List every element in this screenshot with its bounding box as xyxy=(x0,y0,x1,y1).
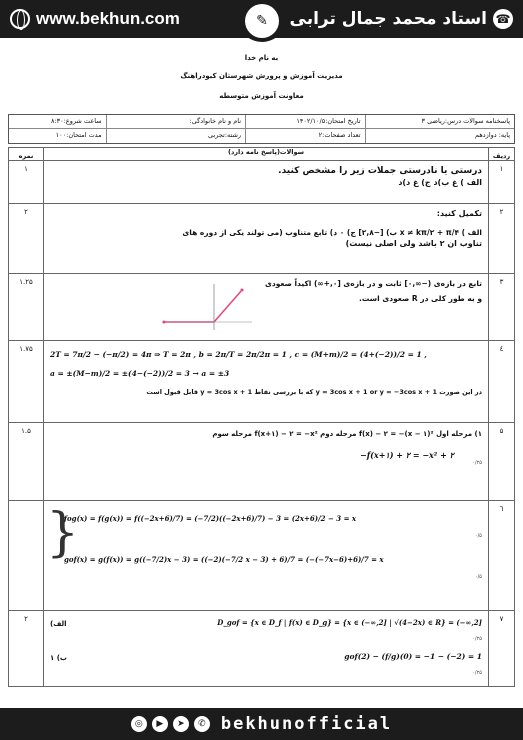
q7-domain: D_gof = {x ∈ D_f | f(x) ∈ D_g} = {x ∈ (−∞,2] | √(4−2x) ∈ R} = (−∞,2] xyxy=(217,618,482,627)
question-score xyxy=(9,501,44,611)
phone-icon: ☎ xyxy=(493,9,513,29)
question-number: ۵ xyxy=(489,423,515,501)
telegram-icon[interactable]: ➤ xyxy=(173,716,189,732)
q4-period-formula: 2T = 7π/2 − (−π/2) = 4π ⇒ T = 2π , b = 2π/T = 2π/2π = 1 , c = (M+m)/2 = (4+(−2))/2 = 1 , xyxy=(50,350,427,359)
youtube-icon[interactable]: ▶ xyxy=(152,716,168,732)
q7-score-note-1: ۰/۲۵ xyxy=(472,636,482,642)
q2-prompt: تکمیل کنید: xyxy=(436,209,482,218)
q6-score-note-1: ۰/۵ xyxy=(474,533,482,539)
q3-answer: تابع در بازه‌ی (−∞,۰] ثابت و در بازه‌ی [۰,+∞) اکیداً صعودی xyxy=(264,279,482,288)
question-row xyxy=(9,423,515,501)
instagram-icon[interactable]: ◎ xyxy=(131,716,147,732)
q1-answer: الف ) غ ب)د ج) غ د)د xyxy=(398,178,482,187)
globe-icon xyxy=(10,9,30,29)
meta-name: نام و نام خانوادگی: xyxy=(106,115,245,128)
col-title: سوالات(پاسخ نامه دارد) xyxy=(44,148,489,161)
question-number: ۱ xyxy=(489,161,515,204)
questions-table xyxy=(8,147,515,687)
question-number: ۳ xyxy=(489,274,515,341)
q4-amplitude-formula: a = ±(M−m)/2 = ±(4−(−2))/2 = 3 → a = ±3 xyxy=(50,369,230,378)
meta-field: رشته:تجربی xyxy=(106,129,245,143)
col-score: نمره xyxy=(9,148,44,161)
teacher-contact[interactable] xyxy=(290,9,514,29)
q7-score-note-2: ۰/۲۵ xyxy=(472,670,482,676)
meta-start: ساعت شروع:۸:۳۰ xyxy=(50,117,102,125)
meta-grade: پایه: دوازدهم xyxy=(365,129,514,143)
q4-conclusion: در این صورت y = 3cos x + 1 or y = −3cos x + 1 که با بررسی نقاط y = 3cos x + 1 قابل قبول است xyxy=(146,388,482,396)
logo-icon: ✎ xyxy=(245,4,279,38)
brand-handle[interactable]: bekhunofficial xyxy=(220,714,393,734)
q1-prompt: درستی یا نادرستی جملات زیر را مشخص کنید. xyxy=(278,166,482,176)
q6-fog: fog(x) = f(g(x)) = f((−2x+6)/7) = (−7/2)((−2x+6)/7) − 3 = (2x+6)/2 − 3 = x xyxy=(64,514,357,523)
question-row xyxy=(9,274,515,341)
q6-brace: { xyxy=(46,503,80,563)
site-link[interactable] xyxy=(10,9,180,29)
q3-graph xyxy=(162,282,252,332)
question-number: ۲ xyxy=(489,204,515,274)
site-url: www.bekhun.com xyxy=(36,9,180,28)
q7-value: gof(2) − (f/g)(0) = −1 − (−2) = 1 xyxy=(344,652,482,661)
q7-label-b: ب) ۱ xyxy=(50,654,67,662)
question-row xyxy=(9,341,515,423)
header-line-2: مدیریت آموزش و پرورش شهرستان کبودراهنگ xyxy=(180,72,343,80)
q2-answer-cont: تناوب ان ۲ باشد ولی اصلی نیست) xyxy=(345,239,482,248)
meta-subject: پاسخنامه سوالات درس:ریاضی ۳ xyxy=(365,115,514,128)
whatsapp-icon[interactable]: ✆ xyxy=(194,716,210,732)
question-number: ۷ xyxy=(489,611,515,687)
q5-steps: ۱) مرحله اول f(x) − ۲ = −(x − ۱)² مرحله دوم f(x+۱) − ۲ = −x² مرحله سوم xyxy=(212,430,482,438)
question-score: ۱.۲۵ xyxy=(9,274,44,341)
question-row xyxy=(9,161,515,204)
q6-score-note-2: ۰/۵ xyxy=(474,574,482,580)
teacher-name: استاد محمد جمال ترابی xyxy=(289,9,487,29)
question-row xyxy=(9,501,515,611)
bottom-bar xyxy=(0,708,523,740)
header-line-3: معاونت آموزش متوسطه xyxy=(219,92,304,100)
meta-date: تاریخ امتحان:۱۴۰۲/۱۰/۵ xyxy=(245,115,365,128)
question-score: ۱ xyxy=(9,161,44,204)
header-line-1: به نام خدا xyxy=(244,54,279,62)
question-score: ۲ xyxy=(9,204,44,274)
question-score: ۱.۵ xyxy=(9,423,44,501)
question-score: ۲ xyxy=(9,611,44,687)
exam-meta xyxy=(8,114,515,144)
answer-sheet xyxy=(8,44,515,704)
question-score: ۱.۷۵ xyxy=(9,341,44,423)
question-number: ٤ xyxy=(489,341,515,423)
q7-label-a: الف) xyxy=(50,620,67,628)
q3-answer-cont: و به طور کلی در R صعودی است. xyxy=(359,294,482,303)
q2-answer: الف ) x ≠ kπ/۲ + π/۴ ب) [−۲,۸] ج) ۰ د) تابع متناوب (می تولند یکی از دوره های xyxy=(182,228,482,237)
col-radif: ردیف xyxy=(489,148,515,161)
question-number: ٦ xyxy=(489,501,515,611)
question-row xyxy=(9,611,515,687)
q5-final: −f(x+۱) + ۲ = −x² + ۲ xyxy=(360,450,454,460)
q5-score-note: ۰/۲۵ xyxy=(472,460,482,466)
meta-pages: تعداد صفحات:۲ xyxy=(245,129,365,143)
meta-duration: مدت امتحان:۱۰۰ xyxy=(55,131,102,139)
question-row xyxy=(9,204,515,274)
q6-gof: gof(x) = g(f(x)) = g((−7/2)x − 3) = ((−2)(−7/2 x − 3) + 6)/7 = (−(−7x−6)+6)/7 = x xyxy=(64,555,384,564)
